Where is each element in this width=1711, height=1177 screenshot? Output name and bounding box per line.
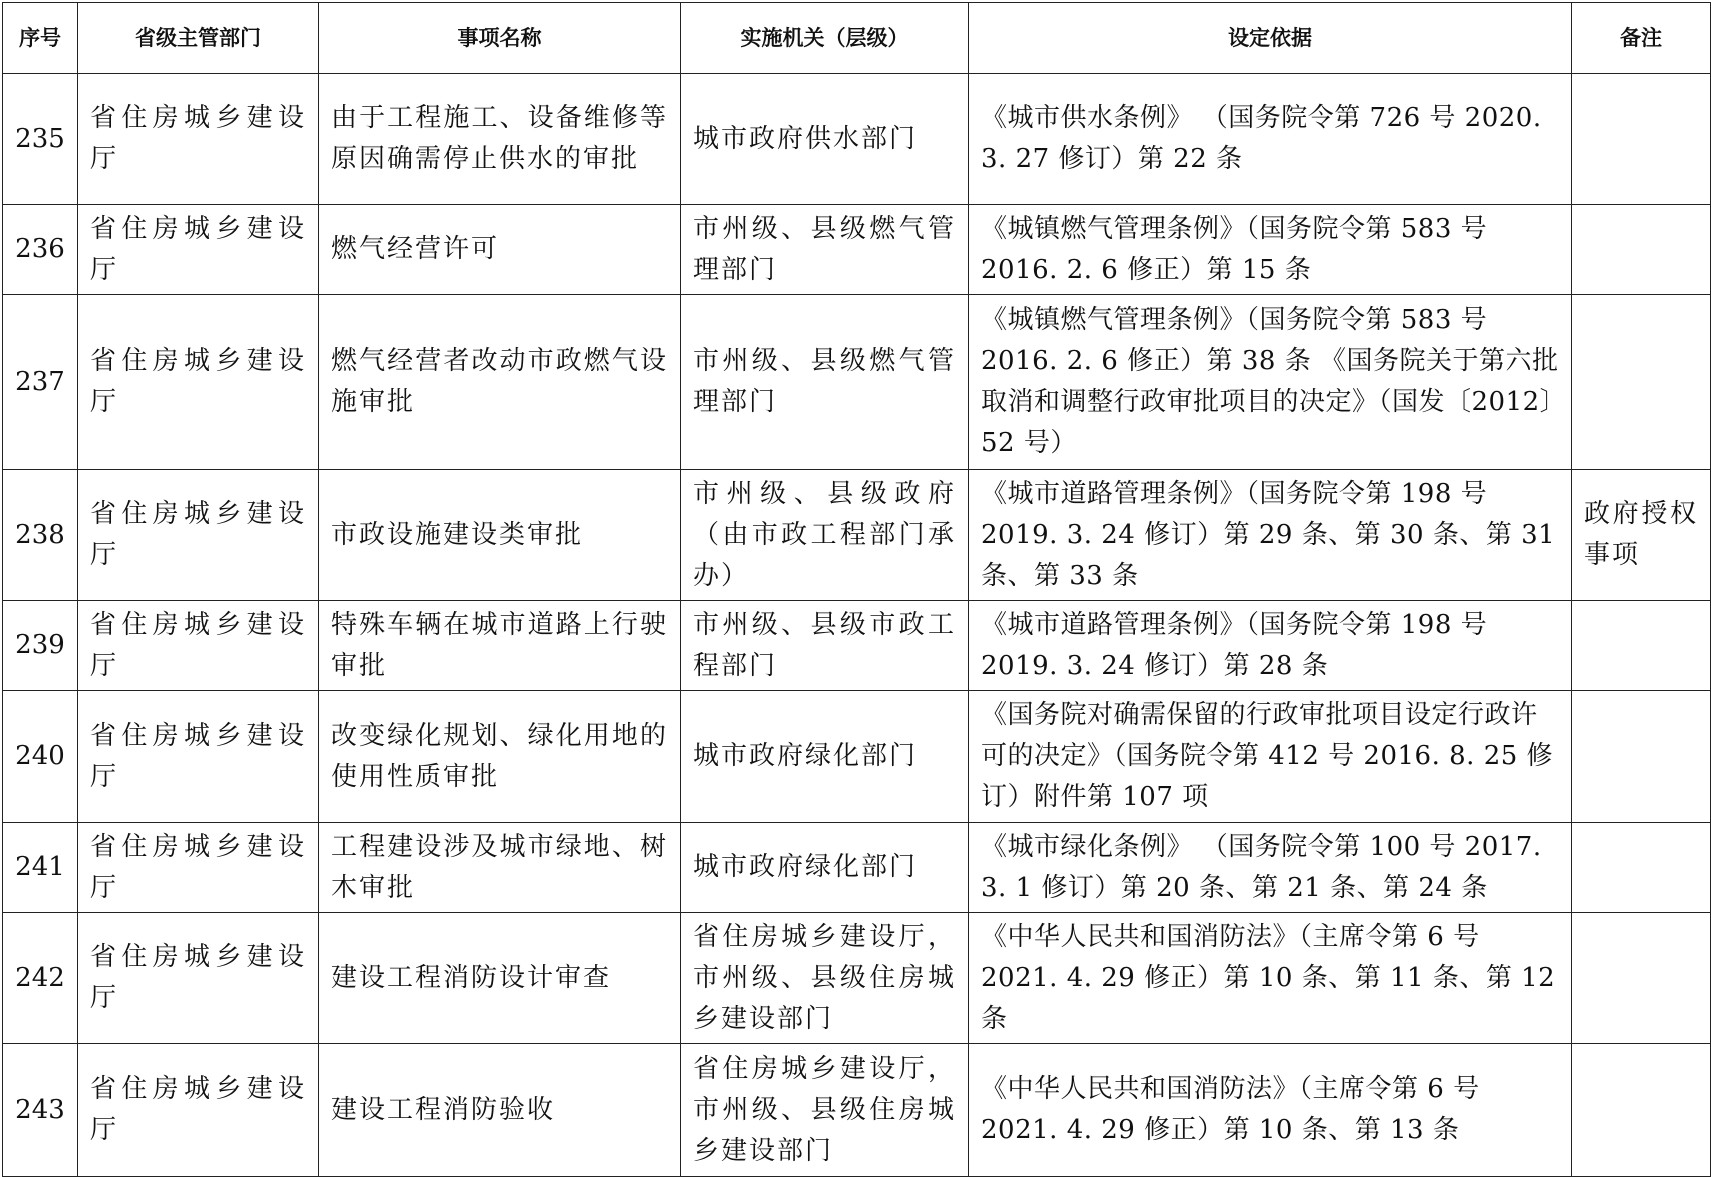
row-organ: 城市政府绿化部门: [681, 691, 969, 823]
table-row: [3, 913, 1711, 1044]
row-department: 省住房城乡建设厅: [78, 691, 319, 823]
row-note: [1572, 295, 1711, 470]
table-row: [3, 691, 1711, 823]
row-organ: 市州级、县级燃气管理部门: [681, 205, 969, 295]
row-note: [1572, 205, 1711, 295]
row-organ: 省住房城乡建设厅，市州级、县级住房城乡建设部门: [681, 1044, 969, 1177]
row-organ: 省住房城乡建设厅，市州级、县级住房城乡建设部门: [681, 913, 969, 1044]
row-note: [1572, 74, 1711, 205]
table-row: [3, 470, 1711, 601]
row-item: 工程建设涉及城市绿地、树木审批: [319, 823, 681, 913]
header-department: 省级主管部门: [78, 3, 319, 74]
row-index: 243: [3, 1044, 78, 1177]
header-basis: 设定依据: [969, 3, 1572, 74]
row-department: 省住房城乡建设厅: [78, 601, 319, 691]
row-note: [1572, 691, 1711, 823]
row-index: 235: [3, 74, 78, 205]
row-organ: 城市政府绿化部门: [681, 823, 969, 913]
row-department: 省住房城乡建设厅: [78, 1044, 319, 1177]
row-basis: 《城镇燃气管理条例》（国务院令第 583 号 2016. 2. 6 修正）第 38 条 《国务院关于第六批取消和调整行政审批项目的决定》（国发〔2012〕52 号）: [969, 295, 1572, 470]
row-note: [1572, 601, 1711, 691]
row-item: 由于工程施工、设备维修等原因确需停止供水的审批: [319, 74, 681, 205]
table-row: [3, 1044, 1711, 1177]
row-item: 燃气经营者改动市政燃气设施审批: [319, 295, 681, 470]
row-department: 省住房城乡建设厅: [78, 205, 319, 295]
row-item: 燃气经营许可: [319, 205, 681, 295]
row-department: 省住房城乡建设厅: [78, 74, 319, 205]
row-basis: 《中华人民共和国消防法》（主席令第 6 号 2021. 4. 29 修正）第 10 条、第 11 条、第 12 条: [969, 913, 1572, 1044]
row-item: 特殊车辆在城市道路上行驶审批: [319, 601, 681, 691]
row-item: 建设工程消防设计审查: [319, 913, 681, 1044]
row-basis: 《中华人民共和国消防法》（主席令第 6 号 2021. 4. 29 修正）第 10 条、第 13 条: [969, 1044, 1572, 1177]
row-index: 241: [3, 823, 78, 913]
row-organ: 城市政府供水部门: [681, 74, 969, 205]
row-basis: 《城市道路管理条例》（国务院令第 198 号 2019. 3. 24 修订）第 29 条、第 30 条、第 31 条、第 33 条: [969, 470, 1572, 601]
row-item: 改变绿化规划、绿化用地的使用性质审批: [319, 691, 681, 823]
row-basis: 《城镇燃气管理条例》（国务院令第 583 号 2016. 2. 6 修正）第 15 条: [969, 205, 1572, 295]
row-index: 236: [3, 205, 78, 295]
row-organ: 市州级、县级政府（由市政工程部门承办）: [681, 470, 969, 601]
table-row: [3, 601, 1711, 691]
row-index: 239: [3, 601, 78, 691]
approval-items-table: [2, 2, 1711, 1177]
row-organ: 市州级、县级市政工程部门: [681, 601, 969, 691]
row-index: 242: [3, 913, 78, 1044]
row-basis: 《城市绿化条例》 （国务院令第 100 号 2017. 3. 1 修订）第 20 条、第 21 条、第 24 条: [969, 823, 1572, 913]
header-item: 事项名称: [319, 3, 681, 74]
row-note: [1572, 913, 1711, 1044]
header-index: 序号: [3, 3, 78, 74]
row-department: 省住房城乡建设厅: [78, 295, 319, 470]
row-note: [1572, 1044, 1711, 1177]
row-item: 建设工程消防验收: [319, 1044, 681, 1177]
row-department: 省住房城乡建设厅: [78, 913, 319, 1044]
row-department: 省住房城乡建设厅: [78, 470, 319, 601]
row-organ: 市州级、县级燃气管理部门: [681, 295, 969, 470]
table-row: [3, 295, 1711, 470]
row-basis: 《城市道路管理条例》（国务院令第 198 号 2019. 3. 24 修订）第 28 条: [969, 601, 1572, 691]
table-row: [3, 74, 1711, 205]
row-index: 237: [3, 295, 78, 470]
header-organ: 实施机关（层级）: [681, 3, 969, 74]
header-note: 备注: [1572, 3, 1711, 74]
row-basis: 《城市供水条例》 （国务院令第 726 号 2020. 3. 27 修订）第 22 条: [969, 74, 1572, 205]
table-row: [3, 205, 1711, 295]
row-note: [1572, 823, 1711, 913]
row-basis: 《国务院对确需保留的行政审批项目设定行政许可的决定》（国务院令第 412 号 2016. 8. 25 修订）附件第 107 项: [969, 691, 1572, 823]
row-department: 省住房城乡建设厅: [78, 823, 319, 913]
table-row: [3, 823, 1711, 913]
row-note: 政府授权事项: [1572, 470, 1711, 601]
row-item: 市政设施建设类审批: [319, 470, 681, 601]
table-header-row: [3, 3, 1711, 74]
row-index: 238: [3, 470, 78, 601]
row-index: 240: [3, 691, 78, 823]
